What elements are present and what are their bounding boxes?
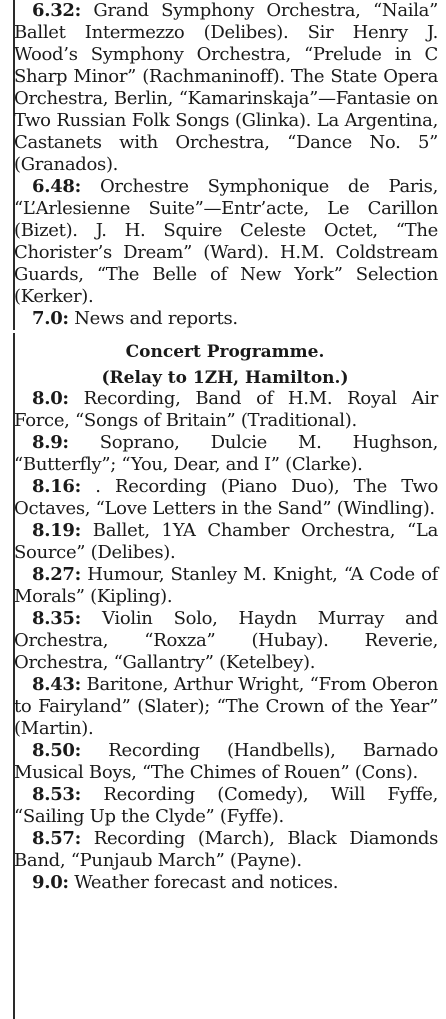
programme-entry — [10, 520, 440, 564]
programme-entry — [10, 872, 440, 894]
programme-entry — [10, 608, 440, 674]
entry-time: 8.50: — [32, 740, 81, 761]
entry-text: Recording (March), Black Diamonds Band, “Punjaub March” (Payne). — [14, 828, 438, 871]
programme-entry — [10, 476, 440, 520]
programme-entry — [10, 388, 440, 432]
programme-entry — [10, 828, 440, 872]
entry-time: 9.0: — [32, 872, 69, 893]
entry-time: 6.32: — [32, 0, 81, 21]
entry-time: 8.53: — [32, 784, 81, 805]
entry-text: Recording, Band of H.M. Royal Air Force, “Songs of Britain” (Traditional). — [14, 388, 438, 431]
entry-time: 8.27: — [32, 564, 81, 585]
programme-entry — [10, 176, 440, 308]
entry-text: Baritone, Arthur Wright, “From Oberon to Fairyland” (Slater); “The Crown of the Year” (Martin). — [14, 674, 438, 739]
entry-text: Grand Symphony Orchestra, “Naila” Ballet Intermezzo (Delibes). Sir Henry J. Wood’s Symphony Orchestra, “Prelude in C Sharp Minor” (Rachmaninoff). The State Opera Orchestra, Berlin, “Kamarinskaja”—Fantasie on Two Russian Folk Songs (Glinka). La Argentina, Castanets with Orchestra, “Dance No. 5” (Granados). — [14, 0, 438, 175]
entry-time: 8.35: — [32, 608, 81, 629]
entry-text: Humour, Stanley M. Knight, “A Code of Morals” (Kipling). — [14, 564, 438, 607]
entry-text: Recording (Comedy), Will Fyffe, “Sailing Up the Clyde” (Fyffe). — [14, 784, 438, 827]
entry-time: 8.9: — [32, 432, 69, 453]
programme-entry — [10, 784, 440, 828]
entry-time: 8.43: — [32, 674, 81, 695]
entry-time: 8.16: — [32, 476, 81, 497]
section-spacer — [10, 330, 440, 342]
section-subheading: (Relay to 1ZH, Hamilton.) — [101, 368, 349, 388]
entry-text: Soprano, Dulcie M. Hughson, “Butterfly”; “You, Dear, and I” (Clarke). — [14, 432, 438, 475]
entry-text: Recording (Handbells), Barnado Musical Boys, “The Chimes of Rouen” (Cons). — [14, 740, 438, 783]
entry-text: Orchestre Symphonique de Paris, “L’Arlesienne Suite”—Entr’acte, Le Carillon (Bizet). J. H. Squire Celeste Octet, “The Chorister’s Dream” (Ward). H.M. Coldstream Guards, “The Belle of New York” Selection (Kerker). — [14, 176, 438, 307]
entry-time: 8.0: — [32, 388, 69, 409]
entry-text: . Recording (Piano Duo), The Two Octaves, “Love Letters in the Sand” (Windling). — [14, 476, 439, 519]
entry-text: News and reports. — [74, 308, 238, 329]
section-heading: Concert Programme. — [125, 342, 325, 362]
programme-entry — [10, 0, 440, 176]
programme-entry — [10, 740, 440, 784]
programme-entry — [10, 432, 440, 476]
entry-time: 7.0: — [32, 308, 69, 329]
entry-time: 8.19: — [32, 520, 81, 541]
entry-text: Ballet, 1YA Chamber Orchestra, “La Source” (Delibes). — [14, 520, 438, 563]
entry-time: 8.57: — [32, 828, 81, 849]
programme-entry — [10, 674, 440, 740]
entry-text: Violin Solo, Haydn Murray and Orchestra, “Roxza” (Hubay). Reverie, Orchestra, “Gallantry” (Ketelbey). — [14, 608, 439, 673]
entry-text: Weather forecast and notices. — [74, 872, 339, 893]
programme-entry — [10, 564, 440, 608]
programme-listing — [10, 0, 440, 894]
newspaper-column — [10, 0, 440, 1019]
programme-entry — [10, 308, 440, 330]
entry-time: 6.48: — [32, 176, 81, 197]
